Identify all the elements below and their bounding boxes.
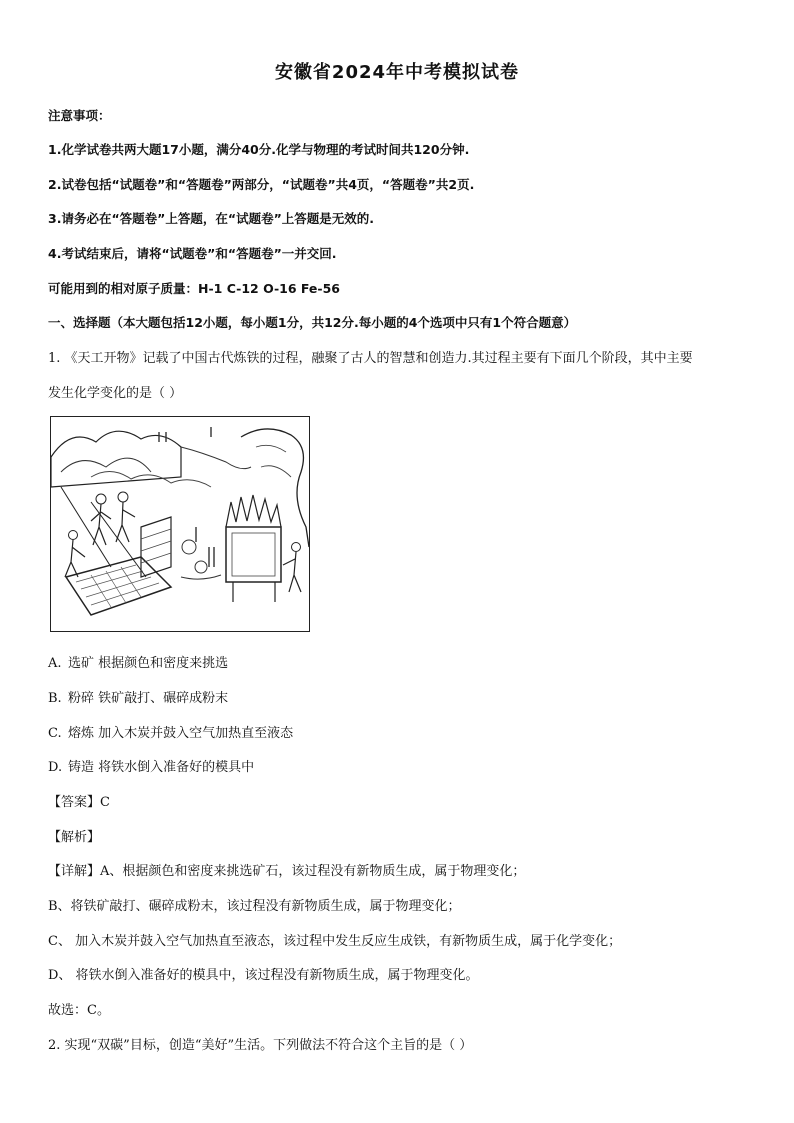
q1-analysis: 【解析】 bbox=[48, 830, 101, 845]
page-title: 安徽省2024年中考模拟试卷 bbox=[274, 62, 520, 83]
option-d-text: 铸造 将铁水倒入准备好的模具中 bbox=[68, 760, 255, 775]
q1-detail-c: C、 加入木炭并鼓入空气加热直至液态，该过程中发生反应生成铁，有新物质生成，属于化学变化； bbox=[48, 934, 622, 949]
q1-option-c bbox=[48, 722, 293, 741]
q1-detail-d: D、 将铁水倒入准备好的模具中，该过程没有新物质生成，属于物理变化。 bbox=[48, 968, 479, 983]
q1-detail-b: B、将铁矿敲打、碾碎成粉末，该过程没有新物质生成，属于物理变化； bbox=[48, 899, 461, 914]
option-b-label: B. bbox=[48, 691, 62, 706]
option-d-label: D. bbox=[48, 760, 63, 775]
notice-item-2: 2.试卷包括“试题卷”和“答题卷”两部分，“试题卷”共4页，“答题卷”共2页. bbox=[48, 177, 475, 192]
option-c-text: 熔炼 加入木炭并鼓入空气加热直至液态 bbox=[68, 726, 294, 741]
option-a-label: A. bbox=[48, 656, 62, 671]
illustration-drawing bbox=[51, 417, 309, 631]
q1-option-d bbox=[48, 756, 254, 775]
q1-option-b bbox=[48, 687, 228, 706]
q1-stem-line2: 发生化学变化的是（ ） bbox=[48, 386, 183, 401]
option-c-label: C. bbox=[48, 726, 62, 741]
notice-item-4: 4.考试结束后，请将“试题卷”和“答题卷”一并交回. bbox=[48, 246, 337, 261]
section-heading: 一、选择题（本大题包括12小题，每小题1分，共12分.每小题的4个选项中只有1个符合题意） bbox=[48, 315, 577, 330]
q1-answer: 【答案】C bbox=[48, 795, 110, 810]
notice-item-1: 1.化学试卷共两大题17小题，满分40分.化学与物理的考试时间共120分钟. bbox=[48, 142, 470, 157]
notice-heading: 注意事项： bbox=[48, 108, 111, 123]
q2-stem: 2. 实现“双碳”目标，创造“美好”生活。下列做法不符合这个主旨的是（ ） bbox=[48, 1038, 473, 1053]
q1-conclusion: 故选：C。 bbox=[48, 1003, 110, 1018]
q1-stem-line1: 1. 《天工开物》记载了中国古代炼铁的过程，融聚了古人的智慧和创造力.其过程主要有下面几个阶段，其中主要 bbox=[48, 351, 693, 366]
q1-option-a bbox=[48, 652, 228, 671]
notice-item-3: 3.请务必在“答题卷”上答题，在“试题卷”上答题是无效的. bbox=[48, 211, 375, 226]
ironmaking-illustration bbox=[50, 416, 310, 632]
option-b-text: 粉碎 铁矿敲打、碾碎成粉末 bbox=[68, 691, 229, 706]
atomic-mass-line: 可能用到的相对原子质量：H-1 C-12 O-16 Fe-56 bbox=[48, 281, 340, 296]
option-a-text: 选矿 根据颜色和密度来挑选 bbox=[68, 656, 229, 671]
q1-detail-a: 【详解】A、根据颜色和密度来挑选矿石，该过程没有新物质生成，属于物理变化； bbox=[48, 864, 526, 879]
